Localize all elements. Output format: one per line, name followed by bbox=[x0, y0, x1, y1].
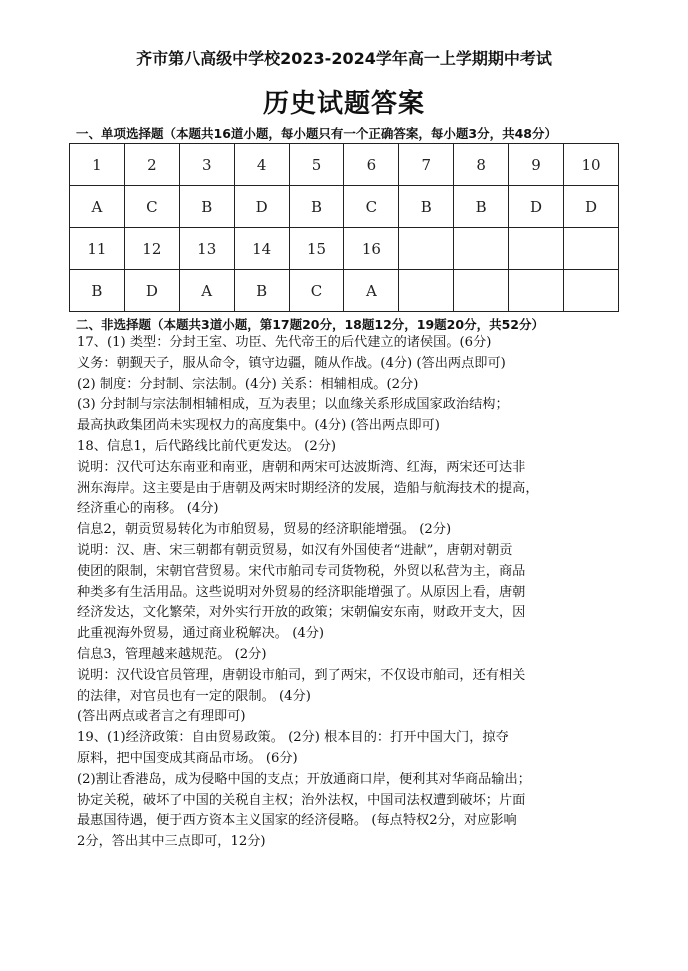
answer-line: 信息2，朝贡贸易转化为市舶贸易，贸易的经济职能增强。 (2分) bbox=[77, 522, 452, 538]
answer-table-row bbox=[70, 186, 619, 228]
question-number-cell: 14 bbox=[234, 228, 289, 270]
question-number-cell: 1 bbox=[70, 144, 125, 186]
question-number-cell: 6 bbox=[344, 144, 399, 186]
question-number-cell: 8 bbox=[454, 144, 509, 186]
question-number-cell bbox=[509, 228, 564, 270]
answer-cell: D bbox=[124, 270, 179, 312]
answer-line: 信息3，管理越来越规范。 (2分) bbox=[77, 646, 267, 662]
answer-line: 经济发达，文化繁荣，对外实行开放的政策；宋朝偏安东南，财政开支大，因 bbox=[77, 605, 526, 621]
answer-table-row bbox=[70, 228, 619, 270]
section1-heading: 一、单项选择题（本题共16道小题，每小题只有一个正确答案，每小题3分，共48分） bbox=[76, 126, 557, 141]
answer-line: 最惠国待遇，便于西方资本主义国家的经济侵略。 (每点特权2分，对应影响 bbox=[77, 813, 517, 829]
answer-cell: B bbox=[234, 270, 289, 312]
answer-cell: D bbox=[509, 186, 564, 228]
answer-line: 的法律，对官员也有一定的限制。 (4分) bbox=[77, 688, 311, 704]
answer-line: 义务：朝觐天子，服从命令，镇守边疆，随从作战。(4分) (答出两点即可) bbox=[77, 355, 506, 371]
essay-answers bbox=[77, 333, 617, 853]
question-number-cell: 10 bbox=[564, 144, 619, 186]
answer-line: (答出两点或者言之有理即可) bbox=[77, 709, 246, 725]
answer-cell bbox=[454, 270, 509, 312]
page-title: 历史试题答案 bbox=[262, 89, 425, 119]
answer-cell bbox=[509, 270, 564, 312]
answer-cell: B bbox=[399, 186, 454, 228]
question-number-cell: 7 bbox=[399, 144, 454, 186]
answer-line: 协定关税，破坏了中国的关税自主权；治外法权，中国司法权遭到破坏；片面 bbox=[77, 792, 526, 808]
answer-line: 原料，把中国变成其商品市场。 (6分) bbox=[77, 750, 298, 766]
exam-header: 齐市第八高级中学校2023-2024学年高一上学期期中考试 bbox=[136, 49, 552, 68]
answer-cell: B bbox=[70, 270, 125, 312]
answer-line: 经济重心的南移。 (4分) bbox=[77, 501, 219, 517]
answer-line: 说明：汉代设官员管理，唐朝设市舶司，到了两宋，不仅设市舶司，还有相关 bbox=[77, 667, 526, 683]
question-number-cell bbox=[564, 228, 619, 270]
answer-cell: D bbox=[564, 186, 619, 228]
question-number-cell bbox=[399, 228, 454, 270]
question-number-cell: 15 bbox=[289, 228, 344, 270]
answer-cell: C bbox=[124, 186, 179, 228]
question-number-cell: 3 bbox=[179, 144, 234, 186]
answer-cell: C bbox=[289, 270, 344, 312]
question-number-cell: 2 bbox=[124, 144, 179, 186]
answer-line: (3) 分封制与宗法制相辅相成，互为表里；以血缘关系形成国家政治结构； bbox=[77, 397, 509, 413]
answer-line: 种类多有生活用品。这些说明对外贸易的经济职能增强了。从原因上看，唐朝 bbox=[77, 584, 526, 600]
question-number-cell: 9 bbox=[509, 144, 564, 186]
question-number-cell: 11 bbox=[70, 228, 125, 270]
question-number-cell: 12 bbox=[124, 228, 179, 270]
answer-cell: C bbox=[344, 186, 399, 228]
answer-cell: B bbox=[289, 186, 344, 228]
answer-cell: D bbox=[234, 186, 289, 228]
answer-line: (2) 制度：分封制、宗法制。(4分) 关系：相辅相成。(2分) bbox=[77, 376, 419, 392]
answer-line: 最高执政集团尚未实现权力的高度集中。(4分) (答出两点即可) bbox=[77, 418, 440, 434]
question-number-cell: 5 bbox=[289, 144, 344, 186]
answer-line: 17、(1) 类型：分封王室、功臣、先代帝王的后代建立的诸侯国。(6分) bbox=[77, 335, 492, 350]
answer-cell bbox=[399, 270, 454, 312]
answer-line: 此重视海外贸易，通过商业税解决。 (4分) bbox=[77, 626, 325, 642]
answer-cell: A bbox=[344, 270, 399, 312]
answer-line: 18、信息1，后代路线比前代更发达。 (2分) bbox=[77, 438, 337, 454]
answer-cell bbox=[564, 270, 619, 312]
question-number-cell bbox=[454, 228, 509, 270]
question-number-cell: 13 bbox=[179, 228, 234, 270]
answer-cell: A bbox=[70, 186, 125, 228]
answer-table-row bbox=[70, 270, 619, 312]
question-number-cell: 4 bbox=[234, 144, 289, 186]
answer-table-row bbox=[70, 144, 619, 186]
answer-line: 19、(1)经济政策：自由贸易政策。 (2分) 根本目的：打开中国大门，掠夺 bbox=[77, 730, 509, 746]
answer-line: 说明：汉代可达东南亚和南亚，唐朝和两宋可达波斯湾、红海，两宋还可达非 bbox=[77, 459, 526, 475]
answer-cell: B bbox=[179, 186, 234, 228]
answer-cell: A bbox=[179, 270, 234, 312]
answer-cell: B bbox=[454, 186, 509, 228]
question-number-cell: 16 bbox=[344, 228, 399, 270]
answer-line: 说明：汉、唐、宋三朝都有朝贡贸易，如汉有外国使者“进献”，唐朝对朝贡 bbox=[77, 542, 513, 558]
section2-heading: 二、非选择题（本题共3道小题，第17题20分，18题12分，19题20分，共52分） bbox=[76, 317, 544, 332]
answer-line: 使团的限制，宋朝官营贸易。宋代市舶司专司货物税，外贸以私营为主，商品 bbox=[77, 563, 526, 579]
answer-line: (2)割让香港岛，成为侵略中国的支点；开放通商口岸，便利其对华商品输出； bbox=[77, 771, 531, 787]
answer-line: 洲东海岸。这主要是由于唐朝及两宋时期经济的发展，造船与航海技术的提高， bbox=[77, 480, 539, 496]
choice-answer-table bbox=[69, 143, 619, 312]
answer-line: 2分，答出其中三点即可，12分) bbox=[77, 834, 266, 850]
